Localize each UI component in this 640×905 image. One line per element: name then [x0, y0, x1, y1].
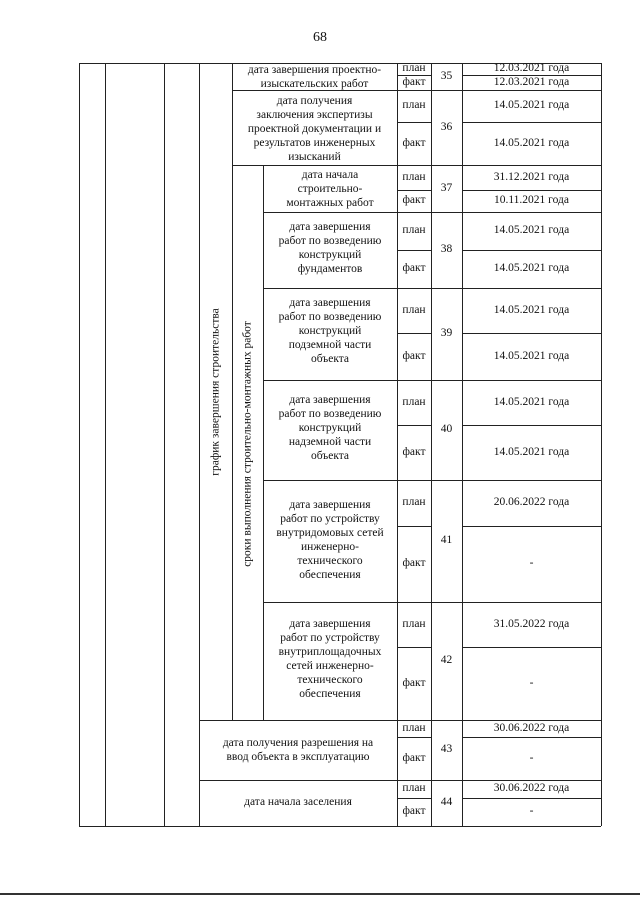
- milestone-label: дата начала заселения: [244, 796, 352, 808]
- label-line: строительно-: [297, 183, 363, 195]
- fact-date: -: [529, 557, 534, 569]
- fact-label: факт: [402, 805, 426, 817]
- fact-label: факт: [402, 194, 426, 206]
- fact-date: -: [529, 805, 534, 817]
- plan-date: 20.06.2022 года: [493, 496, 570, 508]
- plan-fact-rule: [462, 526, 601, 527]
- plan-fact-rule: [397, 798, 431, 799]
- construction-schedule-label: график завершения строительства: [208, 308, 221, 476]
- label-line: внутридомовых сетей: [276, 527, 384, 539]
- row-number: 40: [440, 423, 453, 435]
- label-line: монтажных работ: [286, 197, 374, 209]
- milestone-label: [234, 94, 395, 164]
- fact-label: факт: [402, 676, 426, 689]
- label-line: дата начала: [301, 169, 359, 181]
- fact-date: 14.05.2021 года: [493, 262, 570, 274]
- plan-fact-rule: [462, 122, 601, 123]
- label-line: работ по устройству: [280, 513, 380, 525]
- table-column-rule: [232, 63, 233, 720]
- label-line: конструкций: [298, 249, 362, 261]
- fact-date: -: [529, 751, 534, 764]
- fact-date: 12.03.2021 года: [493, 75, 570, 88]
- plan-date: 12.03.2021 года: [493, 62, 570, 74]
- row-rule: [232, 165, 601, 166]
- plan-fact-rule: [397, 737, 431, 738]
- plan-fact-rule: [397, 333, 431, 334]
- fact-label: факт: [402, 349, 426, 362]
- plan-fact-rule: [462, 647, 601, 648]
- fact-label: факт: [402, 751, 426, 764]
- plan-label: план: [402, 170, 426, 183]
- plan-label: план: [402, 303, 426, 316]
- fact-date: 14.05.2021 года: [493, 136, 570, 149]
- label-line: дата завершения: [289, 394, 371, 406]
- table-border: [79, 826, 601, 827]
- label-line: ввод объекта в эксплуатацию: [226, 751, 370, 763]
- label-line: дата завершения: [289, 499, 371, 511]
- row-number: 36: [440, 120, 453, 133]
- plan-fact-rule: [462, 798, 601, 799]
- row-number: 39: [440, 327, 453, 339]
- fact-date: 10.11.2021 года: [493, 194, 569, 206]
- milestone-label: [265, 220, 395, 276]
- plan-fact-rule: [462, 190, 601, 191]
- label-line: дата завершения проектно-: [247, 63, 382, 76]
- table-column-rule: [164, 63, 165, 826]
- table-column-rule: [199, 63, 200, 826]
- fact-date: 14.05.2021 года: [493, 445, 570, 458]
- label-line: инженерно-: [301, 541, 359, 553]
- row-number: 41: [440, 534, 453, 546]
- label-line: работ по возведению: [278, 311, 382, 323]
- label-line: технического: [297, 674, 363, 686]
- fact-label: факт: [402, 136, 426, 149]
- label-line: заключения экспертизы: [256, 109, 373, 121]
- plan-date: 31.12.2021 года: [493, 170, 570, 183]
- plan-fact-rule: [397, 122, 431, 123]
- label-line: дата завершения: [289, 618, 371, 630]
- row-number: 38: [440, 243, 453, 255]
- label-line: работ по устройству: [280, 632, 380, 644]
- page-number: 68: [313, 30, 327, 45]
- plan-date: 30.06.2022 года: [493, 721, 570, 734]
- plan-date: 14.05.2021 года: [493, 395, 570, 408]
- table-column-rule: [105, 63, 106, 826]
- plan-date: 14.05.2021 года: [493, 99, 570, 111]
- label-line: работ по возведению: [278, 408, 382, 420]
- plan-label: план: [402, 395, 426, 408]
- fact-date: 14.05.2021 года: [493, 349, 570, 362]
- label-line: изысканий: [288, 151, 341, 163]
- row-number: 42: [440, 654, 453, 666]
- plan-date: 31.05.2022 года: [493, 617, 570, 630]
- label-line: обеспечения: [299, 569, 361, 581]
- milestone-label: [201, 736, 395, 764]
- plan-fact-rule: [397, 250, 431, 251]
- table-column-rule: [79, 63, 80, 826]
- milestone-label: [265, 617, 395, 701]
- plan-fact-rule: [397, 647, 431, 648]
- milestone-label: [234, 63, 395, 91]
- milestone-label: [265, 393, 395, 463]
- row-rule: [263, 212, 601, 213]
- label-line: надземной части: [288, 436, 372, 448]
- label-line: объекта: [310, 450, 350, 462]
- plan-fact-rule: [397, 526, 431, 527]
- fact-label: факт: [402, 75, 426, 88]
- plan-date: 14.05.2021 года: [493, 303, 570, 316]
- footer-rule: [0, 893, 640, 895]
- label-line: объекта: [310, 353, 350, 365]
- row-rule: [263, 380, 601, 381]
- milestone-label: [265, 498, 395, 582]
- plan-label: план: [402, 99, 426, 111]
- label-line: дата получения разрешения на: [222, 737, 374, 749]
- construction-works-timeline-label: сроки выполнения строительно-монтажных работ: [240, 321, 253, 567]
- label-line: внутриплощадочных: [278, 646, 382, 658]
- label-line: дата завершения: [289, 221, 371, 233]
- row-rule: [263, 480, 601, 481]
- table-column-rule: [431, 63, 432, 826]
- plan-date: 14.05.2021 года: [493, 224, 570, 236]
- plan-fact-rule: [462, 425, 601, 426]
- label-line: подземной части: [288, 339, 372, 351]
- fact-label: факт: [402, 262, 426, 274]
- label-line: конструкций: [298, 422, 362, 434]
- plan-label: план: [402, 496, 426, 508]
- table-column-rule: [601, 63, 602, 826]
- label-line: результатов инженерных: [253, 137, 376, 149]
- label-line: изыскательских работ: [260, 77, 369, 90]
- plan-label: план: [402, 721, 426, 734]
- plan-fact-rule: [397, 425, 431, 426]
- row-number: 43: [440, 743, 453, 755]
- plan-date: 30.06.2022 года: [493, 782, 570, 794]
- table-column-rule: [263, 165, 264, 720]
- row-rule: [263, 602, 601, 603]
- plan-label: план: [402, 782, 426, 794]
- plan-fact-rule: [462, 737, 601, 738]
- plan-fact-rule: [462, 333, 601, 334]
- label-line: дата получения: [276, 95, 353, 107]
- row-number: 37: [440, 181, 453, 194]
- fact-label: факт: [402, 557, 426, 569]
- plan-label: план: [402, 62, 426, 74]
- fact-date: -: [529, 676, 534, 689]
- label-line: проектной документации и: [247, 123, 382, 135]
- row-rule: [199, 720, 601, 721]
- fact-label: факт: [402, 445, 426, 458]
- row-rule: [232, 165, 263, 166]
- plan-fact-rule: [462, 250, 601, 251]
- plan-label: план: [402, 617, 426, 630]
- label-line: обеспечения: [299, 688, 361, 700]
- label-line: технического: [297, 555, 363, 567]
- label-line: фундаментов: [297, 263, 363, 275]
- label-line: конструкций: [298, 325, 362, 337]
- milestone-label: [265, 168, 395, 210]
- label-line: сетей инженерно-: [286, 660, 374, 672]
- label-line: работ по возведению: [278, 235, 382, 247]
- label-line: дата завершения: [289, 297, 371, 309]
- row-number: 35: [440, 69, 453, 82]
- plan-fact-rule: [397, 190, 431, 191]
- row-rule: [199, 780, 601, 781]
- milestone-label: [265, 296, 395, 366]
- row-number: 44: [440, 796, 453, 808]
- row-rule: [263, 288, 601, 289]
- plan-label: план: [402, 224, 426, 236]
